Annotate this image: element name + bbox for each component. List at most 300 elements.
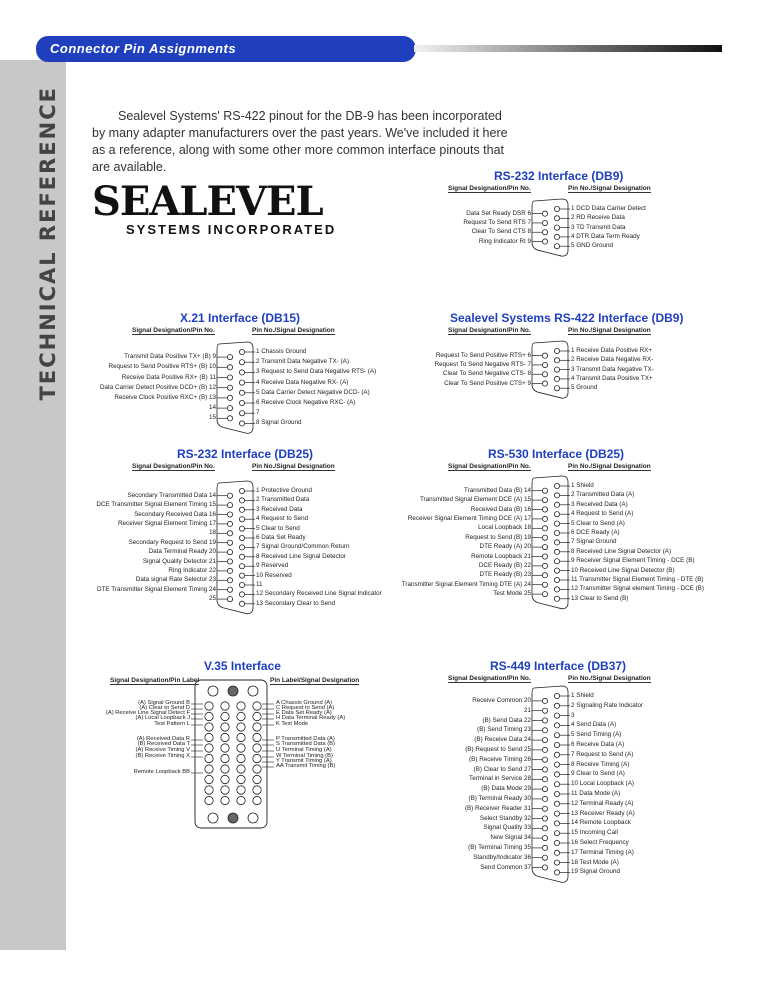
rs232_db25-pin — [239, 545, 244, 550]
rs232_db25-right-label: 5 Clear to Send — [256, 524, 300, 532]
rs422_db9-right-label: 5 Ground — [571, 384, 598, 392]
rs232_db25-pin — [239, 488, 244, 493]
rs449_db37-pin — [542, 747, 547, 752]
rs530_db25-left-label: Request to Send (B) 19 — [465, 533, 531, 541]
v35-left-label: (A) Local Loopback J — [135, 715, 190, 721]
v35-pin — [237, 733, 245, 741]
x21-right-label: 4 Receive Data Negative RX- (A) — [256, 378, 349, 386]
rs422_db9-left-label: Request To Send Positive RTS+ 6 — [435, 351, 531, 359]
rs449_db37-pin — [554, 860, 559, 865]
rs449_db37-pin — [542, 796, 547, 801]
rs232_db25-pin — [227, 578, 232, 583]
rs232_db25-left-label: DCE Transmitter Signal Element Timing 15 — [96, 501, 216, 509]
rs530_db25-right-label: 8 Received Line Signal Detector (A) — [571, 547, 672, 555]
rs422_db9-pin — [542, 372, 547, 377]
x21-pin — [239, 390, 244, 395]
v35-pin — [237, 796, 245, 804]
x21-pin — [239, 349, 244, 354]
rs232_db25-left-label: Secondary Request to Send 19 — [128, 538, 216, 546]
rs530_db25-pin — [554, 568, 559, 573]
x21-right-label: 3 Request to Send Data Negative RTS- (A) — [256, 368, 377, 376]
rs530_db25-pin — [542, 554, 547, 559]
v35-pin — [253, 786, 261, 794]
rs232_db25-pin — [227, 597, 232, 602]
rs232_db9-right-label: 3 TD Transmit Data — [571, 223, 626, 231]
v35-left-label: (B) Received Data T — [137, 741, 190, 747]
rs232_db25-left-label: DTE Transmitter Signal Element Timing 24 — [97, 585, 216, 593]
rs232_db9-head-left: Signal Designation/Pin No. — [448, 185, 531, 192]
rs422_db9-pin — [542, 381, 547, 386]
rs530_db25-right-label: 5 Clear to Send (A) — [571, 519, 625, 527]
rs232_db25-pin — [239, 526, 244, 531]
x21-left-label: Request to Send Positive RTS+ (B) 10 — [108, 363, 216, 371]
x21-pin — [227, 416, 232, 421]
rs449_db37-pin — [554, 713, 559, 718]
rs449_db37-pin — [542, 767, 547, 772]
rs232_db25-right-label: 3 Received Data — [256, 505, 303, 513]
section-vertical-label: TECHNICAL REFERENCE — [36, 86, 60, 401]
rs422_db9-right-label: 3 Transmit Data Negative TX- — [571, 365, 654, 373]
rs530_db25-right-label: 6 DCE Ready (A) — [571, 529, 620, 536]
v35-screw — [208, 813, 218, 823]
rs449_db37-pin — [554, 762, 559, 767]
x21-pin — [239, 380, 244, 385]
rs449_db37-head-right: Pin No./Signal Designation — [568, 675, 651, 682]
rs232_db25-right-label: 9 Reserved — [256, 562, 289, 570]
rs232_db25-pin — [239, 592, 244, 597]
rs449_db37-right-label: 11 Data Mode (A) — [571, 790, 621, 797]
rs530_db25-pin — [542, 488, 547, 493]
v35-screw — [228, 686, 238, 696]
v35-pin — [253, 723, 261, 731]
rs449_db37-left-label: Receive Common 20 — [472, 696, 531, 704]
v35-screw — [228, 813, 238, 823]
rs422_db9-pin — [542, 362, 547, 367]
v35-pin — [253, 796, 261, 804]
v35-right-label: P Transmitted Data (A) — [276, 736, 335, 742]
v35-screw — [248, 813, 258, 823]
rs422_db9-right-label: 4 Transmit Data Positive TX+ — [571, 374, 653, 382]
rs449_db37-right-label: 18 Test Mode (A) — [571, 858, 619, 866]
rs449_db37-pin — [542, 806, 547, 811]
rs232_db25-pin — [239, 535, 244, 540]
logo-wordmark: SEALEVEL — [92, 178, 323, 225]
v35-pin — [253, 733, 261, 741]
rs232_db9-pin — [542, 211, 547, 216]
rs422_db9-pin — [554, 358, 559, 363]
rs449_db37-right-label: 10 Local Loopback (A) — [571, 780, 635, 788]
rs232_db25-pin — [227, 540, 232, 545]
v35-pin — [237, 754, 245, 762]
v35-pin — [221, 796, 229, 804]
v35-right-label: K Test Mode — [276, 721, 309, 727]
v35-pin — [221, 733, 229, 741]
x21-pin — [227, 355, 232, 360]
rs449_db37-right-label: 8 Receive Timing (A) — [571, 760, 630, 768]
v35-right-label: AA Transmit Timing (B) — [276, 763, 336, 769]
v35-pin — [253, 775, 261, 783]
rs449_db37-right-label: 19 Signal Ground — [571, 868, 621, 876]
page-title: Connector Pin Assignments — [50, 41, 237, 56]
x21-left-label: 14 — [208, 404, 216, 412]
rs530_db25-pin — [542, 573, 547, 578]
x21-left-label: 15 — [208, 414, 216, 422]
x21-right-label: 2 Transmit Data Negative TX- (A) — [256, 358, 349, 366]
rs422_db9-pin — [554, 367, 559, 372]
x21-left-label: Transmit Data Positive TX+ (B) 9 — [124, 353, 216, 361]
v35-pin — [205, 765, 213, 773]
rs232_db9-head-right: Pin No./Signal Designation — [568, 185, 651, 192]
rs530_db25-right-label: 7 Signal Ground — [571, 538, 617, 546]
rs449_db37-right-label: 12 Terminal Ready (A) — [571, 799, 634, 807]
rs232_db25-left-label: 18 — [208, 529, 216, 537]
rs422_db9-right-label: 2 Receive Data Negative RX- — [571, 356, 654, 364]
rs449_db37-pin — [554, 742, 559, 747]
rs449_db37-left-label: Select Standby 32 — [479, 814, 531, 822]
rs449_db37-left-label: 21 — [523, 706, 531, 714]
rs232_db25-left-label: Receiver Signal Element Timing 17 — [118, 519, 216, 527]
rs232_db25-left-label: Data signal Rate Selector 23 — [135, 576, 216, 584]
v35-right-label: H Data Terminal Ready (A) — [276, 715, 346, 721]
x21-left-label: Data Carrier Detect Positive DCD+ (B) 12 — [99, 383, 216, 391]
rs449_db37-pin — [542, 836, 547, 841]
v35-pin — [237, 712, 245, 720]
v35-right-label: A Chassis Ground (A) — [276, 700, 333, 706]
v35-pin — [253, 712, 261, 720]
rs449_db37-left-label: (B) Clear to Send 27 — [473, 765, 531, 773]
v35-title: V.35 Interface — [204, 659, 281, 673]
rs530_db25-pin — [554, 483, 559, 488]
v35-pin — [205, 786, 213, 794]
v35-screw — [208, 686, 218, 696]
rs530_db25-left-label: Remote Loopback 21 — [471, 552, 531, 560]
v35-pin — [205, 744, 213, 752]
x21-pin — [239, 400, 244, 405]
v35-pin — [221, 744, 229, 752]
rs449_db37-left-label: Terminal in Service 28 — [469, 775, 531, 783]
v35-pin — [205, 775, 213, 783]
rs530_db25-head-right: Pin No./Signal Designation — [568, 463, 651, 470]
logo-tagline: SYSTEMS INCORPORATED — [126, 222, 337, 237]
rs449_db37-head-left: Signal Designation/Pin No. — [448, 675, 531, 682]
v35-pin — [237, 775, 245, 783]
rs530_db25-pin — [542, 545, 547, 550]
rs449_db37-pin — [554, 791, 559, 796]
rs530_db25-right-label: 2 Transmitted Data (A) — [571, 491, 635, 499]
x21-left-label: Receive Data Positive RX+ (B) 11 — [121, 373, 216, 381]
x21-pin — [239, 360, 244, 365]
rs232_db25-pin — [227, 559, 232, 564]
rs530_db25-pin — [542, 535, 547, 540]
rs232_db25-pin — [227, 568, 232, 573]
rs530_db25-left-label: Transmitted Signal Element DCE (A) 15 — [419, 496, 531, 504]
x21-right-label: 8 Signal Ground — [256, 419, 302, 427]
v35-pin — [205, 733, 213, 741]
v35-pin — [205, 754, 213, 762]
rs449_db37-left-label: New Signal 34 — [490, 834, 531, 842]
x21-pin — [227, 395, 232, 400]
rs530_db25-title: RS-530 Interface (DB25) — [488, 447, 625, 461]
rs449_db37-right-label: 1 Shield — [571, 692, 594, 699]
rs530_db25-left-label: Test Mode 25 — [493, 590, 531, 598]
v35-left-label: (B) Receive Timing X — [135, 753, 190, 759]
rs449_db37-left-label: (B) Request to Send 25 — [465, 745, 531, 753]
x21-head-right: Pin No./Signal Designation — [252, 327, 335, 334]
rs449_db37-pin — [554, 723, 559, 728]
v35-pin — [221, 702, 229, 710]
rs449_db37-pin — [554, 821, 559, 826]
rs422_db9-left-label: Clear To Send Negative CTS- 8 — [442, 370, 531, 378]
rs449_db37-left-label: (B) Receive Data 24 — [474, 736, 531, 744]
rs530_db25-right-label: 3 Received Data (A) — [571, 500, 628, 508]
x21-pin — [239, 370, 244, 375]
rs232_db25-left-label: Ring Indicator 22 — [168, 566, 216, 574]
rs232_db25-pin — [239, 564, 244, 569]
rs232_db25-right-label: 12 Secondary Received Line Signal Indicator — [256, 590, 382, 598]
rs232_db9-right-label: 1 DCD Data Carrier Detect — [571, 205, 646, 212]
rs232_db9-left-label: Ring Indicator RI 9 — [478, 237, 531, 245]
rs232_db25-head-left: Signal Designation/Pin No. — [132, 463, 215, 470]
rs449_db37-pin — [542, 777, 547, 782]
rs449_db37-right-label: 7 Request to Send (A) — [571, 750, 634, 758]
rs530_db25-left-label: DCE Ready (B) 22 — [478, 561, 531, 569]
rs422_db9-pin — [554, 348, 559, 353]
rs232_db25-right-label: 11 — [256, 581, 263, 588]
rs232_db25-left-label: Secondary Received Data 16 — [134, 510, 216, 518]
rs422_db9-left-label: Clear To Send Positive CTS+ 9 — [444, 379, 531, 387]
x21-right-label: 6 Receive Clock Negative RXC- (A) — [256, 399, 356, 406]
v35-left-label: Test Pattern L — [154, 721, 190, 727]
rs449_db37-pin — [542, 845, 547, 850]
rs449_db37-left-label: (B) Terminal Ready 30 — [468, 794, 531, 802]
rs232_db25-pin — [239, 517, 244, 522]
intro-paragraph: Sealevel Systems' RS-422 pinout for the DB-9 has been incorporated by many adapter manufacturers over the past years. We've included it here as a reference, along with some other more common interface pinouts that are available. — [92, 109, 508, 174]
rs449_db37-pin — [554, 870, 559, 875]
rs232_db9-pin — [542, 230, 547, 235]
v35-left-label: (A) Clear to Send D — [139, 705, 190, 711]
rs232_db25-pin — [239, 601, 244, 606]
rs449_db37-pin — [554, 703, 559, 708]
x21-title: X.21 Interface (DB15) — [180, 311, 301, 325]
rs232_db9-left-label: Data Set Ready DSR 6 — [466, 209, 531, 217]
rs449_db37-pin — [554, 693, 559, 698]
rs449_db37-left-label: Signal Quality 33 — [483, 824, 531, 832]
v35-pin — [237, 786, 245, 794]
rs530_db25-pin — [554, 493, 559, 498]
rs232_db25-right-label: 1 Protective Ground — [256, 487, 313, 494]
rs449_db37-pin — [554, 850, 559, 855]
rs449_db37-right-label: 9 Clear to Send (A) — [571, 770, 625, 778]
rs232_db9-pin — [554, 206, 559, 211]
rs422_db9-title: Sealevel Systems RS-422 Interface (DB9) — [450, 311, 684, 325]
rs422_db9-pin — [554, 386, 559, 391]
rs232_db9-left-label: Clear To Send CTS 8 — [471, 228, 531, 236]
rs449_db37-right-label: 14 Remote Loopback — [571, 819, 631, 827]
v35-pin — [221, 786, 229, 794]
rs232_db9-right-label: 2 RD Receive Data — [571, 214, 625, 222]
v35-pin — [205, 796, 213, 804]
rs232_db25-pin — [227, 531, 232, 536]
rs449_db37-pin — [542, 728, 547, 733]
rs449_db37-right-label: 17 Terminal Timing (A) — [571, 848, 634, 856]
rs232_db25-left-label: Data Terminal Ready 20 — [148, 548, 216, 556]
rs449_db37-pin — [554, 772, 559, 777]
rs449_db37-left-label: (B) Send Data 22 — [482, 716, 531, 724]
v35-pin — [205, 712, 213, 720]
rs530_db25-pin — [542, 516, 547, 521]
v35-head-right: Pin Label/Signal Designation — [270, 677, 360, 684]
rs232_db9-pin — [554, 234, 559, 239]
rs232_db25-right-label: 10 Reserved — [256, 571, 292, 579]
rs232_db25-left-label: Secondary Transmitted Data 14 — [127, 491, 216, 499]
rs232_db25-pin — [239, 554, 244, 559]
rs449_db37-pin — [542, 787, 547, 792]
rs449_db37-right-label: 3 — [571, 711, 575, 719]
rs530_db25-pin — [554, 559, 559, 564]
x21-right-label: 7 — [256, 409, 260, 417]
rs530_db25-left-label: DTE Ready (B) 23 — [479, 571, 531, 579]
v35-pin — [221, 765, 229, 773]
rs232_db25-pin — [239, 498, 244, 503]
x21-right-label: 1 Chassis Ground — [256, 348, 307, 355]
rs449_db37-pin — [542, 718, 547, 723]
v35-pin — [205, 723, 213, 731]
rs530_db25-pin — [554, 530, 559, 535]
v35-pin — [237, 765, 245, 773]
v35-right-label: E Data Set Ready (A) — [276, 710, 332, 716]
x21-right-label: 5 Data Carrier Detect Negative DCD- (A) — [256, 388, 370, 396]
rs530_db25-pin — [542, 507, 547, 512]
rs232_db25-left-label: 25 — [208, 595, 216, 603]
rs449_db37-pin — [542, 865, 547, 870]
rs449_db37-left-label: (B) Receiver Reader 31 — [464, 804, 531, 812]
rs530_db25-left-label: Transmitted Data (B) 14 — [464, 486, 531, 494]
v35-left-label: Remote Loopback BB — [133, 769, 190, 775]
v35-pin — [221, 754, 229, 762]
rs530_db25-left-label: Transmitter Signal Element Timing DTE (A) 24 — [401, 580, 531, 588]
rs449_db37-left-label: Standby/Indicator 36 — [473, 853, 531, 861]
rs530_db25-right-label: 10 Received Line Signal Detector (B) — [571, 566, 675, 574]
rs232_db9-pin — [554, 244, 559, 249]
rs449_db37-pin — [542, 698, 547, 703]
x21-pin — [227, 406, 232, 411]
rs232_db25-left-label: Signal Quality Detector 21 — [142, 557, 216, 565]
rs530_db25-pin — [554, 521, 559, 526]
v35-right-label: U Terminal Timing (A) — [276, 747, 332, 753]
rs449_db37-pin — [554, 840, 559, 845]
v35-pin — [221, 712, 229, 720]
rs232_db9-pin — [554, 225, 559, 230]
v35-left-label: (A) Receive Timing V — [135, 747, 190, 753]
rs232_db9-right-label: 5 GND Ground — [571, 242, 613, 250]
v35-right-label: S Transmitted Data (B) — [276, 741, 335, 747]
rs449_db37-right-label: 2 Signaling Rate Indicator — [571, 701, 644, 709]
rs530_db25-pin — [542, 563, 547, 568]
v35-right-label: Y Transmit Timing (A) — [276, 758, 332, 764]
rs449_db37-left-label: (B) Terminal Timing 35 — [468, 843, 531, 851]
rs449_db37-pin — [542, 855, 547, 860]
rs232_db9-pin — [554, 216, 559, 221]
rs530_db25-pin — [554, 512, 559, 517]
v35-pin — [237, 702, 245, 710]
rs530_db25-left-label: Receiver Signal Element Timing DCE (A) 17 — [407, 514, 531, 522]
v35-pin — [221, 775, 229, 783]
v35-right-label: C Request to Send (A) — [276, 705, 335, 711]
rs530_db25-right-label: 4 Request to Send (A) — [571, 510, 634, 518]
rs232_db25-right-label: 6 Data Set Ready — [256, 534, 306, 541]
v35-left-label: (A) Received Data R — [136, 736, 190, 742]
rs449_db37-title: RS-449 Interface (DB37) — [490, 659, 627, 673]
rs449_db37-pin — [554, 782, 559, 787]
rs530_db25-right-label: 1 Shield — [571, 482, 594, 489]
x21-pin — [239, 421, 244, 426]
v35-left-label: (A) Receive Line Signal Detect F — [105, 710, 190, 716]
rs232_db25-pin — [239, 507, 244, 512]
v35-pin — [253, 754, 261, 762]
rs449_db37-right-label: 6 Receive Data (A) — [571, 741, 625, 748]
rs530_db25-left-label: Local Loopback 18 — [478, 524, 531, 532]
rs232_db25-right-label: 4 Request to Send — [256, 515, 309, 523]
rs232_db9-right-label: 4 DTR Data Term Ready — [571, 232, 640, 240]
rs530_db25-right-label: 12 Transmitter Signal element Timing - DCE (B) — [571, 585, 704, 593]
rs422_db9-left-label: Request To Send Negative RTS- 7 — [434, 360, 531, 368]
rs232_db9-title: RS-232 Interface (DB9) — [494, 169, 624, 183]
rs232_db9-left-label: Request To Send RTS 7 — [463, 218, 531, 226]
rs530_db25-pin — [542, 592, 547, 597]
rs449_db37-pin — [554, 831, 559, 836]
rs449_db37-pin — [542, 738, 547, 743]
rs232_db9-pin — [542, 239, 547, 244]
rs449_db37-right-label: 5 Send Timing (A) — [571, 731, 622, 739]
rs449_db37-left-label: Send Common 37 — [480, 863, 531, 871]
rs232_db25-pin — [227, 587, 232, 592]
rs530_db25-right-label: 9 Receiver Signal Element Timing - DCE (B) — [571, 557, 695, 565]
rs449_db37-left-label: (B) Send Timing 23 — [477, 726, 531, 734]
rs449_db37-right-label: 16 Select Frequency — [571, 839, 629, 846]
rs530_db25-pin — [554, 596, 559, 601]
rs530_db25-right-label: 13 Clear to Send (B) — [571, 594, 629, 602]
rs449_db37-pin — [554, 752, 559, 757]
rs530_db25-left-label: DTE Ready (A) 20 — [479, 543, 531, 551]
rs449_db37-pin — [542, 757, 547, 762]
rs530_db25-pin — [554, 502, 559, 507]
rs530_db25-pin — [542, 582, 547, 587]
rs422_db9-head-right: Pin No./Signal Designation — [568, 327, 651, 334]
rs232_db25-right-label: 7 Signal Ground/Common Return — [256, 543, 350, 551]
rs232_db25-pin — [239, 582, 244, 587]
x21-pin — [227, 375, 232, 380]
rs449_db37-pin — [554, 811, 559, 816]
v35-pin — [221, 723, 229, 731]
rs530_db25-pin — [554, 587, 559, 592]
rs530_db25-pin — [554, 549, 559, 554]
rs449_db37-right-label: 15 Incoming Call — [571, 829, 618, 837]
rs530_db25-pin — [554, 577, 559, 582]
rs232_db25-pin — [227, 493, 232, 498]
rs530_db25-pin — [554, 540, 559, 545]
rs422_db9-pin — [554, 376, 559, 381]
rs530_db25-pin — [542, 526, 547, 531]
rs232_db25-right-label: 13 Secondary Clear to Send — [256, 599, 336, 607]
rs449_db37-left-label: (B) Receive Timing 26 — [469, 755, 531, 763]
rs530_db25-pin — [542, 498, 547, 503]
v35-pin — [237, 723, 245, 731]
v35-right-label: W Terminal Timing (B) — [276, 753, 333, 759]
v35-left-label: (A) Signal Ground B — [138, 700, 190, 706]
x21-pin — [227, 385, 232, 390]
rs232_db25-pin — [227, 521, 232, 526]
rs449_db37-right-label: 4 Send Data (A) — [571, 721, 617, 729]
